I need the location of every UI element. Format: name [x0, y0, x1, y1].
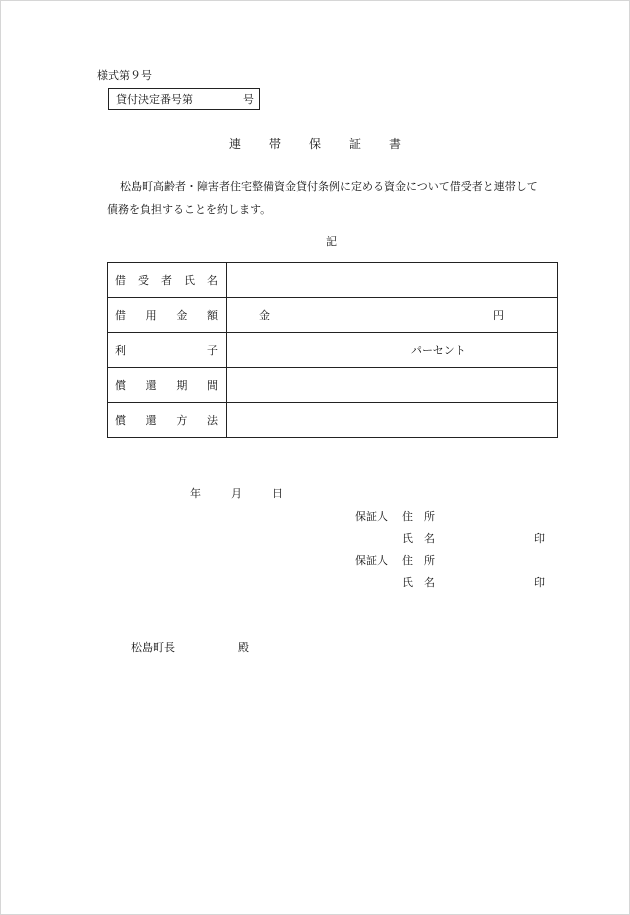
- addressee-name: 松島町長: [131, 641, 175, 654]
- guarantor-2-label: 保証人: [355, 554, 388, 567]
- document-title: [0, 138, 630, 150]
- table-row-repayment-period: [108, 368, 558, 403]
- label-char: 額: [206, 309, 218, 322]
- guarantor-1-address: 住 所: [402, 510, 435, 523]
- table-row-interest: [108, 333, 558, 368]
- title-char: 帯: [268, 137, 281, 151]
- label-char: 金: [176, 309, 188, 322]
- borrower-name-label: [108, 263, 227, 298]
- label-char: 借: [115, 274, 126, 287]
- label-char: 方: [176, 414, 188, 427]
- guarantor-1-label: 保証人: [355, 510, 388, 523]
- label-char: 者: [161, 274, 172, 287]
- title-char: 証: [349, 137, 362, 151]
- loan-terms-table: [107, 262, 558, 438]
- label-char: 用: [145, 309, 157, 322]
- guarantor-1-seal: 印: [534, 532, 545, 545]
- guarantor-1-name: 氏 名: [402, 532, 435, 545]
- label-char: 償: [115, 379, 126, 392]
- borrower-name-value-cell[interactable]: [227, 263, 558, 298]
- label-char: 法: [206, 414, 218, 427]
- label-char: 利: [115, 344, 126, 357]
- repayment-method-value-cell[interactable]: [227, 403, 558, 438]
- guarantor-2-address: 住 所: [402, 554, 435, 567]
- title-char: 連: [228, 137, 241, 151]
- loan-amount-label: [108, 298, 227, 333]
- table-row-borrower-name: [108, 263, 558, 298]
- label-char: 氏: [184, 274, 195, 287]
- label-char: 還: [145, 414, 157, 427]
- label-char: 名: [207, 274, 218, 287]
- label-char: 期: [176, 379, 188, 392]
- label-char: 受: [138, 274, 149, 287]
- label-char: 還: [145, 379, 157, 392]
- loan-amount-value-cell[interactable]: [227, 298, 558, 333]
- date-day: 日: [272, 487, 283, 500]
- label-char: 子: [207, 344, 218, 357]
- record-mark: 記: [326, 235, 337, 248]
- title-char: 保: [308, 137, 321, 151]
- loan-decision-number-box: [108, 88, 260, 110]
- loan-decision-number-suffix: 号: [243, 93, 254, 106]
- label-char: 借: [115, 309, 126, 322]
- amount-suffix: 円: [493, 309, 504, 322]
- label-char: 償: [115, 414, 126, 427]
- label-char: 間: [206, 379, 218, 392]
- table-row-repayment-method: [108, 403, 558, 438]
- table-row-loan-amount: [108, 298, 558, 333]
- interest-value-cell[interactable]: [227, 333, 558, 368]
- interest-unit: パーセント: [411, 344, 466, 357]
- guarantor-2-name: 氏 名: [402, 576, 435, 589]
- loan-decision-number-label: 貸付決定番号第: [116, 93, 193, 106]
- form-number: 様式第９号: [97, 69, 152, 82]
- amount-prefix: 金: [259, 309, 270, 322]
- date-month: 月: [231, 487, 242, 500]
- date-line: [190, 488, 313, 499]
- repayment-period-value-cell[interactable]: [227, 368, 558, 403]
- body-text-line-2: 債務を負担することを約します。: [107, 203, 272, 216]
- repayment-period-label: [108, 368, 227, 403]
- addressee-honorific: 殿: [238, 641, 249, 654]
- date-year: 年: [190, 487, 201, 500]
- interest-label: [108, 333, 227, 368]
- title-char: 書: [389, 137, 402, 151]
- guarantor-2-seal: 印: [534, 576, 545, 589]
- repayment-method-label: [108, 403, 227, 438]
- body-text-line-1: 松島町高齢者・障害者住宅整備資金貸付条例に定める資金について借受者と連帯して: [120, 180, 538, 193]
